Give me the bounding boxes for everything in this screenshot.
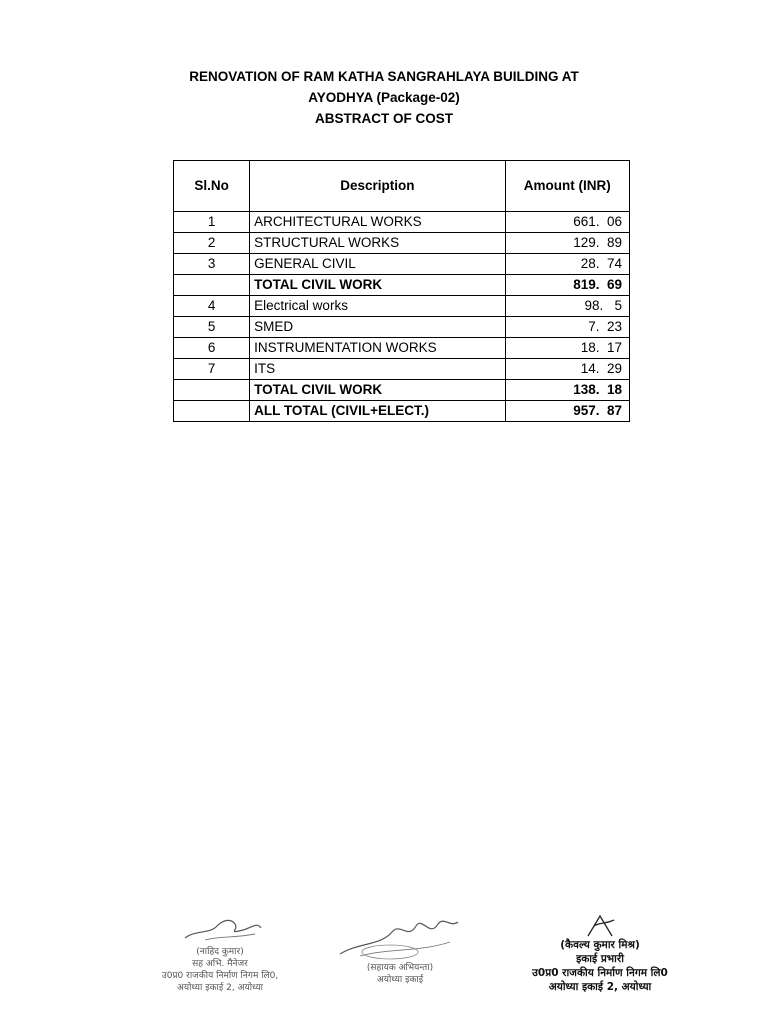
cell-description: ITS (250, 359, 505, 380)
signature-line: उ0प्र0 राजकीय निर्माण निगम लि0, (161, 971, 279, 981)
table-row (174, 254, 630, 275)
signature-scribble (570, 912, 630, 938)
cell-amount: 14. 29 (505, 359, 629, 380)
cell-description: TOTAL CIVIL WORK (250, 380, 505, 401)
column-header-description: Description (250, 161, 505, 212)
table-row (174, 338, 630, 359)
cell-description: ARCHITECTURAL WORKS (250, 212, 505, 233)
column-header-amount: Amount (INR) (505, 161, 629, 212)
signature-line: इकाई प्रभारी (576, 953, 624, 965)
signature-line: (नाहिद कुमार) (196, 947, 244, 957)
cell-slno (174, 380, 250, 401)
cell-description: INSTRUMENTATION WORKS (250, 338, 505, 359)
table-row (174, 380, 630, 401)
cell-description: Electrical works (250, 296, 505, 317)
signature-block-middle (325, 912, 475, 986)
cell-amount: 129. 89 (505, 233, 629, 254)
cell-description: TOTAL CIVIL WORK (250, 275, 505, 296)
cell-slno: 7 (174, 359, 250, 380)
cell-slno (174, 401, 250, 422)
signature-block-left (110, 912, 330, 994)
cell-amount: 98. 5 (505, 296, 629, 317)
page-header (0, 66, 768, 129)
cell-description: STRUCTURAL WORKS (250, 233, 505, 254)
cell-description: ALL TOTAL (CIVIL+ELECT.) (250, 401, 505, 422)
cell-amount: 819. 69 (505, 275, 629, 296)
cell-amount: 661. 06 (505, 212, 629, 233)
subtitle: ABSTRACT OF COST (315, 111, 453, 126)
signature-scribble (165, 912, 275, 946)
cell-amount: 138. 18 (505, 380, 629, 401)
cell-amount: 18. 17 (505, 338, 629, 359)
signature-line: उ0प्र0 राजकीय निर्माण निगम लि0 (532, 967, 668, 979)
cell-description: SMED (250, 317, 505, 338)
signature-line: अयोध्या इकाई 2, अयोध्या (548, 981, 652, 993)
table-body (174, 212, 630, 422)
cell-slno (174, 275, 250, 296)
cell-slno: 2 (174, 233, 250, 254)
column-header-slno: Sl.No (174, 161, 250, 212)
cell-slno: 3 (174, 254, 250, 275)
cell-description: GENERAL CIVIL (250, 254, 505, 275)
cell-slno: 6 (174, 338, 250, 359)
signature-block-right (490, 912, 710, 994)
cell-slno: 5 (174, 317, 250, 338)
signature-line: (कैवल्य कुमार मिश्र) (560, 939, 640, 951)
table-row (174, 212, 630, 233)
cell-slno: 1 (174, 212, 250, 233)
table-row (174, 359, 630, 380)
signature-line: अयोध्या इकाई (376, 975, 424, 985)
cell-amount: 28. 74 (505, 254, 629, 275)
signature-line: (सहायक अभियन्ता) (366, 963, 434, 973)
signature-line: अयोध्या इकाई 2, अयोध्या (177, 983, 263, 993)
cell-amount: 7. 23 (505, 317, 629, 338)
signature-scribble (330, 912, 470, 962)
abstract-of-cost-table (173, 160, 630, 422)
cell-slno: 4 (174, 296, 250, 317)
title-line-2: AYODHYA (Package-02) (308, 90, 460, 105)
table-row (174, 296, 630, 317)
table-row (174, 233, 630, 254)
table-header-row (174, 161, 630, 212)
table-row (174, 317, 630, 338)
table-row (174, 401, 630, 422)
cell-amount: 957. 87 (505, 401, 629, 422)
table-row (174, 275, 630, 296)
signature-line: सह अभि. मैनेजर (192, 959, 248, 969)
title-line-1: RENOVATION OF RAM KATHA SANGRAHLAYA BUILDING AT (189, 69, 579, 84)
